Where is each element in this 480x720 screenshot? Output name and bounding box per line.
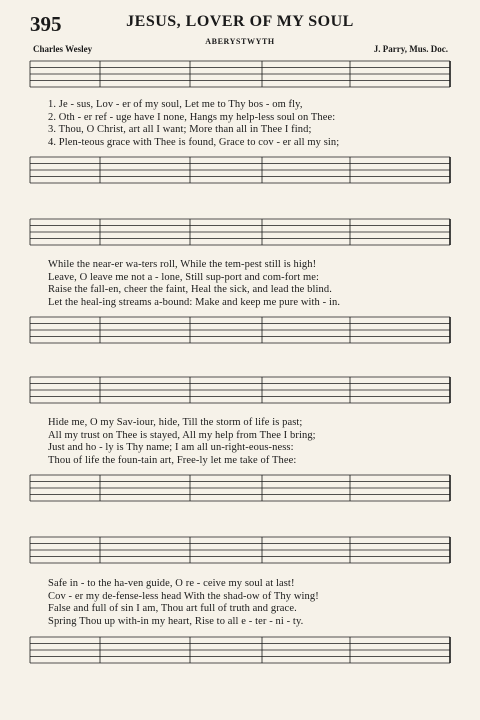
- verse-line: 4. Plen-teous grace with Thee is found, Grace to cov - er all my sin;: [48, 136, 340, 148]
- treble-staff: [0, 532, 480, 578]
- verse-line: Hide me, O my Sav-iour, hide, Till the storm of life is past;: [48, 417, 303, 428]
- verse-line: Cov - er my de-fense-less head With the shad-ow of Thy wing!: [48, 590, 319, 602]
- verse-block: [48, 417, 444, 467]
- verse-line: 2. Oth - er ref - uge have I none, Hangs my help-less soul on Thee:: [48, 111, 336, 123]
- hymn-number: 395: [30, 12, 62, 36]
- verse-line: Spring Thou up with-in my heart, Rise to all e - ter - ni - ty.: [48, 615, 304, 627]
- verse-line: 3. Thou, O Christ, art all I want; More than all in Thee I find;: [48, 124, 312, 135]
- verse-line: All my trust on Thee is stayed, All my help from Thee I bring;: [48, 429, 316, 441]
- verse-line: Safe in - to the ha-ven guide, O re - ceive my soul at last!: [48, 578, 295, 589]
- verse-block: [48, 259, 444, 309]
- bass-staff: [0, 632, 480, 676]
- verse-block: [48, 99, 444, 149]
- bass-staff: [0, 152, 480, 196]
- verse-line: 1. Je - sus, Lov - er of my soul, Let me to Thy bos - om fly,: [48, 99, 303, 110]
- verse-block: [48, 578, 444, 628]
- composer-credit: J. Parry, Mus. Doc.: [373, 44, 448, 54]
- verse-line: Just and ho - ly is Thy name; I am all un-right-eous-ness:: [48, 442, 294, 453]
- verse-line: False and full of sin I am, Thou art full of truth and grace.: [48, 603, 297, 614]
- treble-staff: [0, 56, 480, 102]
- verse-line: Leave, O leave me not a - lone, Still sup-port and com-fort me:: [48, 271, 320, 283]
- verse-line: While the near-er wa-ters roll, While the tem-pest still is high!: [48, 259, 317, 270]
- tune-name: ABERYSTWYTH: [205, 37, 275, 46]
- hymn-title: JESUS, LOVER OF MY SOUL: [126, 13, 354, 30]
- bass-staff: [0, 470, 480, 514]
- verse-line: Let the heal-ing streams a-bound: Make and keep me pure with - in.: [48, 296, 341, 308]
- verse-line: Thou of life the foun-tain art, Free-ly let me take of Thee:: [48, 454, 297, 466]
- treble-staff: [0, 372, 480, 418]
- bass-staff: [0, 312, 480, 356]
- author-credit: Charles Wesley: [33, 44, 93, 54]
- treble-staff: [0, 214, 480, 260]
- verse-line: Raise the fall-en, cheer the faint, Heal the sick, and lead the blind.: [48, 284, 332, 295]
